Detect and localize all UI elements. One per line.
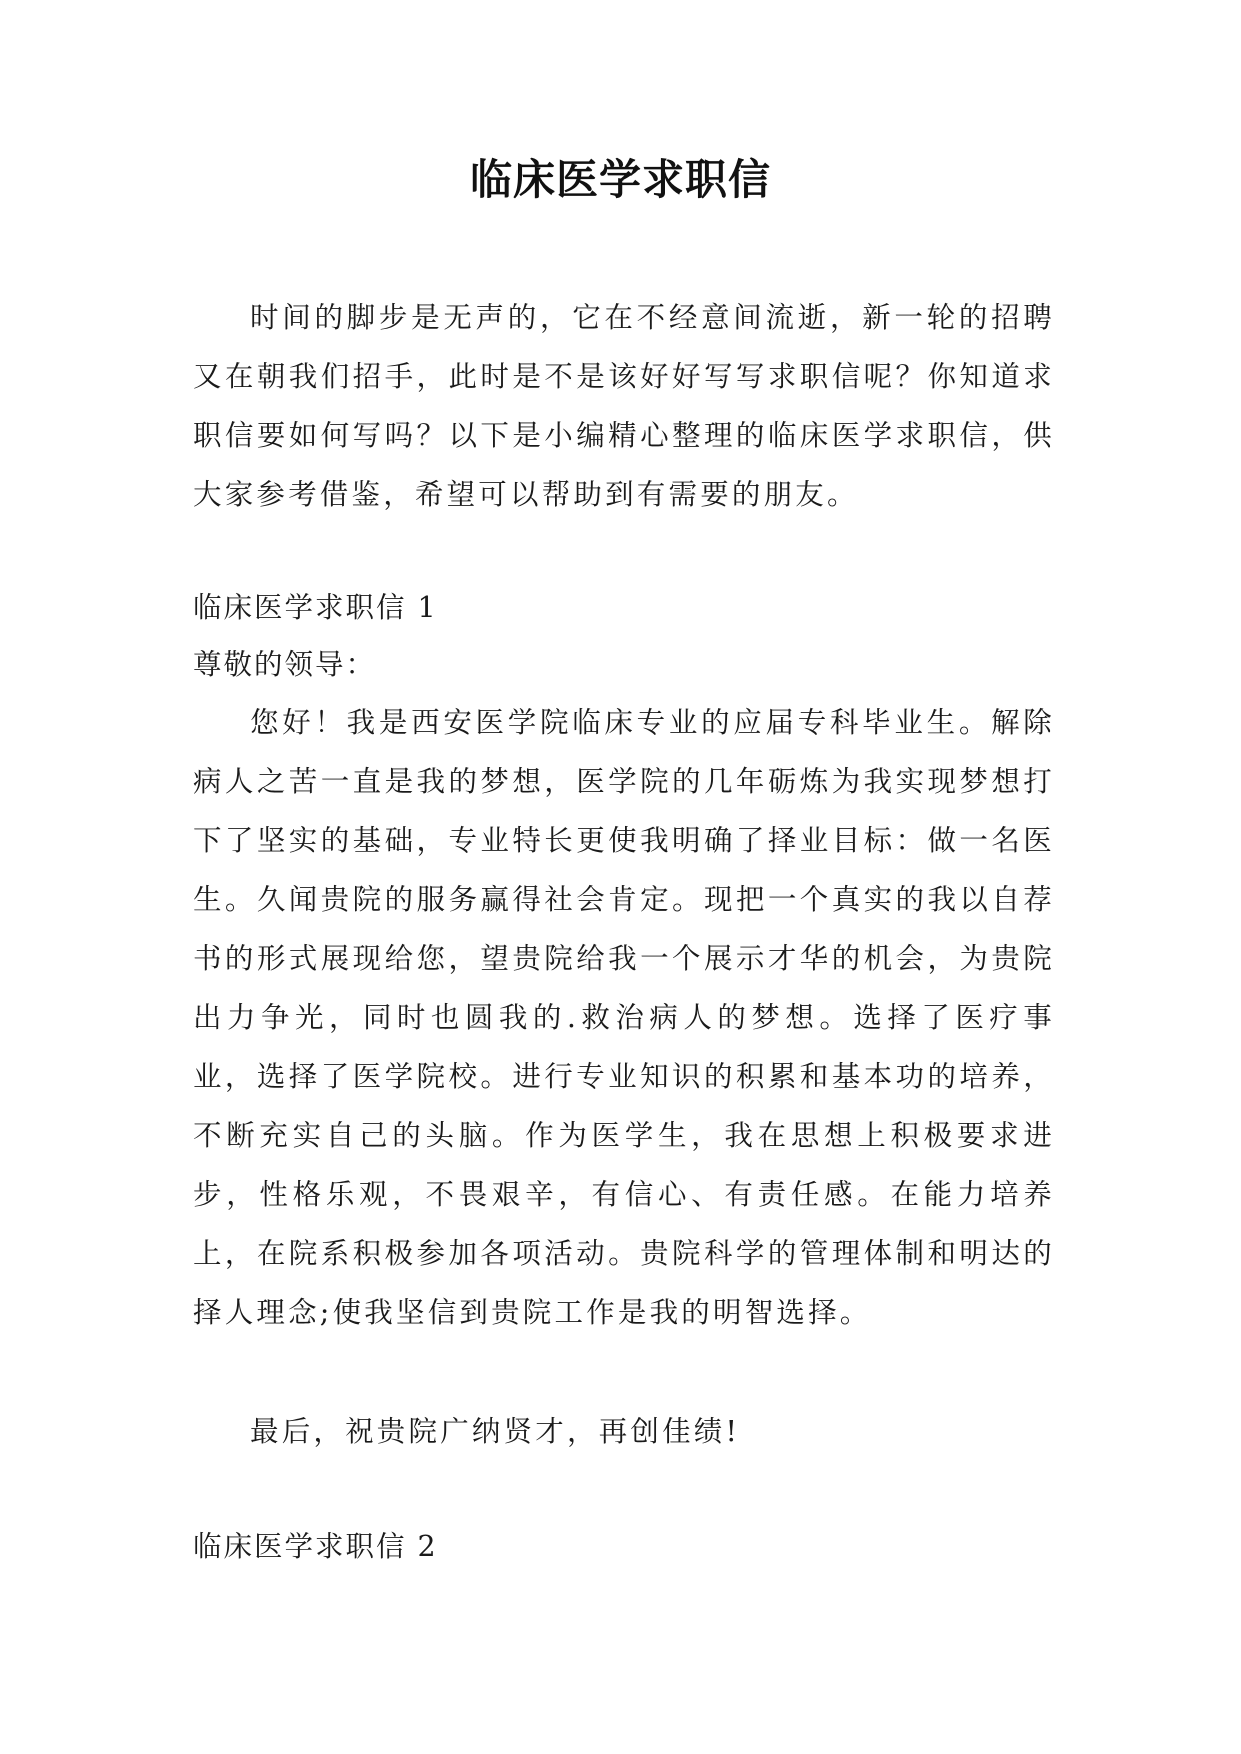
salutation: 尊敬的领导： (193, 648, 377, 681)
document-title: 临床医学求职信 (469, 155, 771, 204)
intro-paragraph: 时间的脚步是无声的，它在不经意间流逝，新一轮的招聘又在朝我们招手，此时是不是该好好写写求职信呢？你知道求职信要如何写吗？以下是小编精心整理的临床医学求职信，供大家参考借鉴，希望可以帮助到有需要的朋友。 (193, 301, 1055, 511)
letter-body: 您好！我是西安医学院临床专业的应届专科毕业生。解除病人之苦一直是我的梦想，医学院的几年砺炼为我实现梦想打下了坚实的基础，专业特长更使我明确了择业目标：做一名医生。久闻贵院的服务赢得社会肯定。现把一个真实的我以自荐书的形式展现给您，望贵院给我一个展示才华的机会，为贵院出力争光，同时也圆我的.救治病人的梦想。选择了医疗事业，选择了医学院校。进行专业知识的积累和基本功的培养，不断充实自己的头脑。作为医学生，我在思想上积极要求进步，性格乐观，不畏艰辛，有信心、有责任感。在能力培养上，在院系积极参加各项活动。贵院科学的管理体制和明达的择人理念;使我坚信到贵院工作是我的明智选择。 (193, 706, 1055, 1329)
letter-closing: 最后，祝贵院广纳贤才，再创佳绩! (250, 1415, 741, 1448)
section-heading-1: 临床医学求职信 1 (193, 591, 438, 624)
section-heading-2: 临床医学求职信 2 (193, 1530, 438, 1563)
